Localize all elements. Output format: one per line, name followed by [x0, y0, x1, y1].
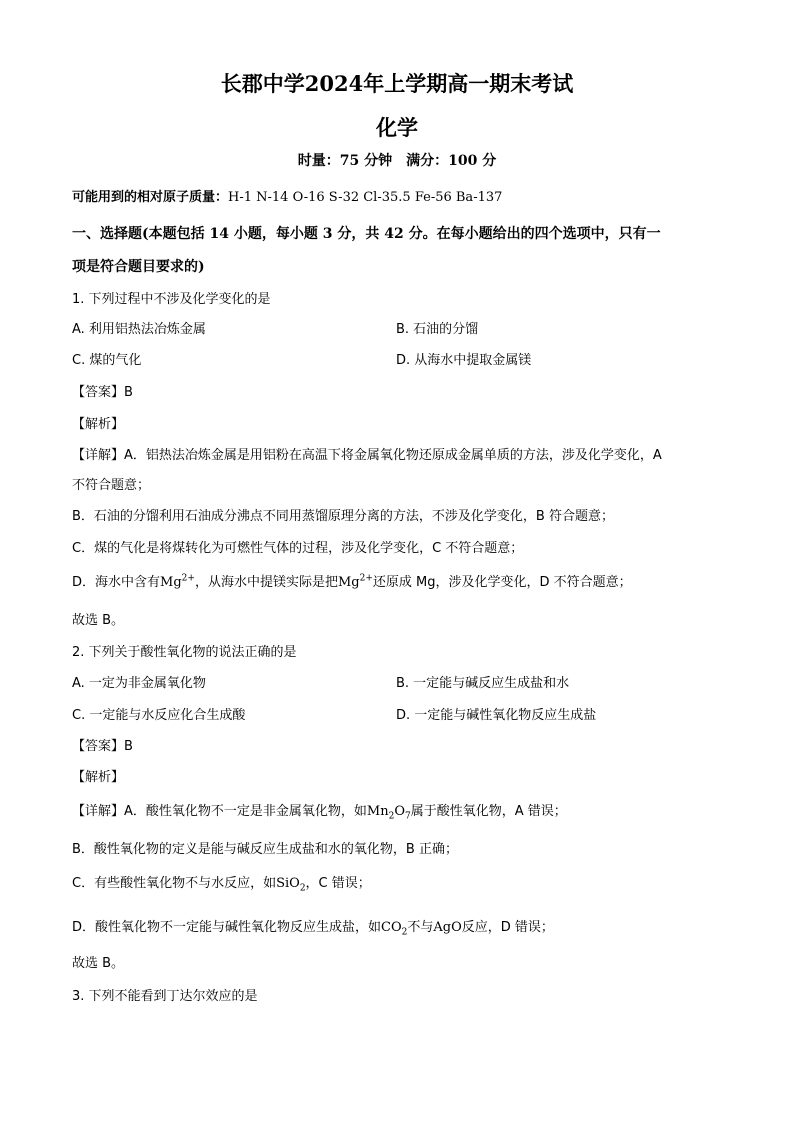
q1-detail-a1: 【详解】A．铝热法冶炼金属是用铝粉在高温下将金属氧化物还原成金属单质的方法，涉及化学变化，A	[72, 448, 662, 463]
q2-detail-a-pre: 【详解】A．酸性氧化物不一定是非金属氧化物，如	[72, 804, 367, 819]
q1-option-c: C. 煤的气化	[72, 353, 142, 368]
q2-detail-d-mid: 不与	[407, 920, 434, 935]
q2-stem: 2. 下列关于酸性氧化物的说法正确的是	[72, 645, 297, 660]
q2-conclusion: 故选 B。	[72, 956, 125, 971]
q2-detail-d	[72, 916, 554, 938]
q2-option-d: D. 一定能与碱性氧化物反应生成盐	[396, 708, 597, 723]
co-subscript: 2	[401, 927, 408, 938]
co2-formula	[381, 920, 408, 938]
mn2o7-formula	[366, 804, 411, 822]
q1-detail-d	[72, 571, 632, 590]
sio2-formula	[276, 876, 306, 894]
time-info: 时量：75 分钟 满分：100 分	[297, 153, 497, 169]
atomic-mass-line	[72, 186, 502, 205]
q1-detail-d-post: 还原成 Mg，涉及化学变化，D 不符合题意；	[372, 575, 632, 590]
q2-detail-a-post: 属于酸性氧化物，A 错误；	[410, 804, 567, 819]
q1-detail-d-mid: ，从海水中提镁实际是把	[194, 575, 338, 590]
co-symbol: CO	[381, 920, 402, 935]
mg-ion-2	[338, 575, 373, 590]
q2-detail-b: B．酸性氧化物的定义是能与碱反应生成盐和水的氧化物，B 正确；	[72, 842, 458, 857]
q2-detail-d-post: 反应，D 错误；	[461, 920, 554, 935]
q2-option-a: A. 一定为非金属氧化物	[72, 676, 206, 691]
q2-detail-c	[72, 872, 371, 894]
sio-subscript: 2	[299, 883, 306, 894]
q2-detail-d-pre: D．酸性氧化物不一定能与碱性氧化物反应生成盐，如	[72, 920, 382, 935]
q1-option-b: B. 石油的分馏	[396, 322, 479, 337]
q1-stem: 1. 下列过程中不涉及化学变化的是	[72, 292, 271, 307]
q1-analysis: 【解析】	[72, 417, 125, 432]
q2-option-c: C. 一定能与水反应化合生成酸	[72, 708, 246, 723]
atomic-mass-values: H-1 N-14 O-16 S-32 Cl-35.5 Fe-56 Ba-137	[228, 190, 503, 205]
q1-option-a: A. 利用铝热法冶炼金属	[72, 322, 206, 337]
section-heading-line1: 一、选择题(本题包括 14 小题，每小题 3 分，共 42 分。在每小题给出的四个选项中，只有一	[72, 226, 661, 242]
q2-option-b: B. 一定能与碱反应生成盐和水	[396, 676, 570, 691]
o-subscript: 7	[405, 811, 411, 822]
q1-option-d: D. 从海水中提取金属镁	[396, 353, 532, 368]
mg-symbol-2: Mg	[337, 575, 360, 590]
q3-stem: 3. 下列不能看到丁达尔效应的是	[72, 989, 258, 1004]
mg-symbol-1: Mg	[160, 575, 182, 590]
sio-symbol: SiO	[276, 876, 300, 891]
mg-charge-2: 2+	[359, 573, 373, 584]
mn-symbol: Mn	[366, 804, 389, 819]
atomic-mass-label: 可能用到的相对原子质量：	[72, 190, 229, 205]
o-symbol: O	[394, 804, 405, 819]
exam-title: 长郡中学2024年上学期高一期末考试	[220, 71, 574, 96]
ago-formula: AgO	[433, 920, 462, 935]
q1-detail-d-pre: D．海水中含有	[72, 575, 161, 590]
q1-detail-b: B．石油的分馏利用石油成分沸点不同用蒸馏原理分离的方法，不涉及化学变化，B 符合题意；	[72, 509, 614, 524]
mg-charge-1: 2+	[181, 573, 195, 584]
q2-detail-c-pre: C．有些酸性氧化物不与水反应，如	[72, 876, 277, 891]
section-heading-line2: 项是符合题目要求的)	[72, 259, 205, 275]
q2-detail-a	[72, 800, 567, 822]
q2-answer: 【答案】B	[72, 739, 133, 754]
q1-conclusion: 故选 B。	[72, 613, 125, 628]
q2-detail-c-post: ，C 错误；	[305, 876, 371, 891]
mg-ion-1	[160, 575, 195, 590]
q1-answer: 【答案】B	[72, 385, 133, 400]
subject-title: 化学	[376, 115, 418, 140]
mn-subscript: 2	[388, 811, 395, 822]
q2-analysis: 【解析】	[72, 770, 125, 785]
q1-detail-a2: 不符合题意；	[72, 478, 151, 493]
q1-detail-c: C．煤的气化是将煤转化为可燃性气体的过程，涉及化学变化，C 不符合题意；	[72, 541, 524, 556]
